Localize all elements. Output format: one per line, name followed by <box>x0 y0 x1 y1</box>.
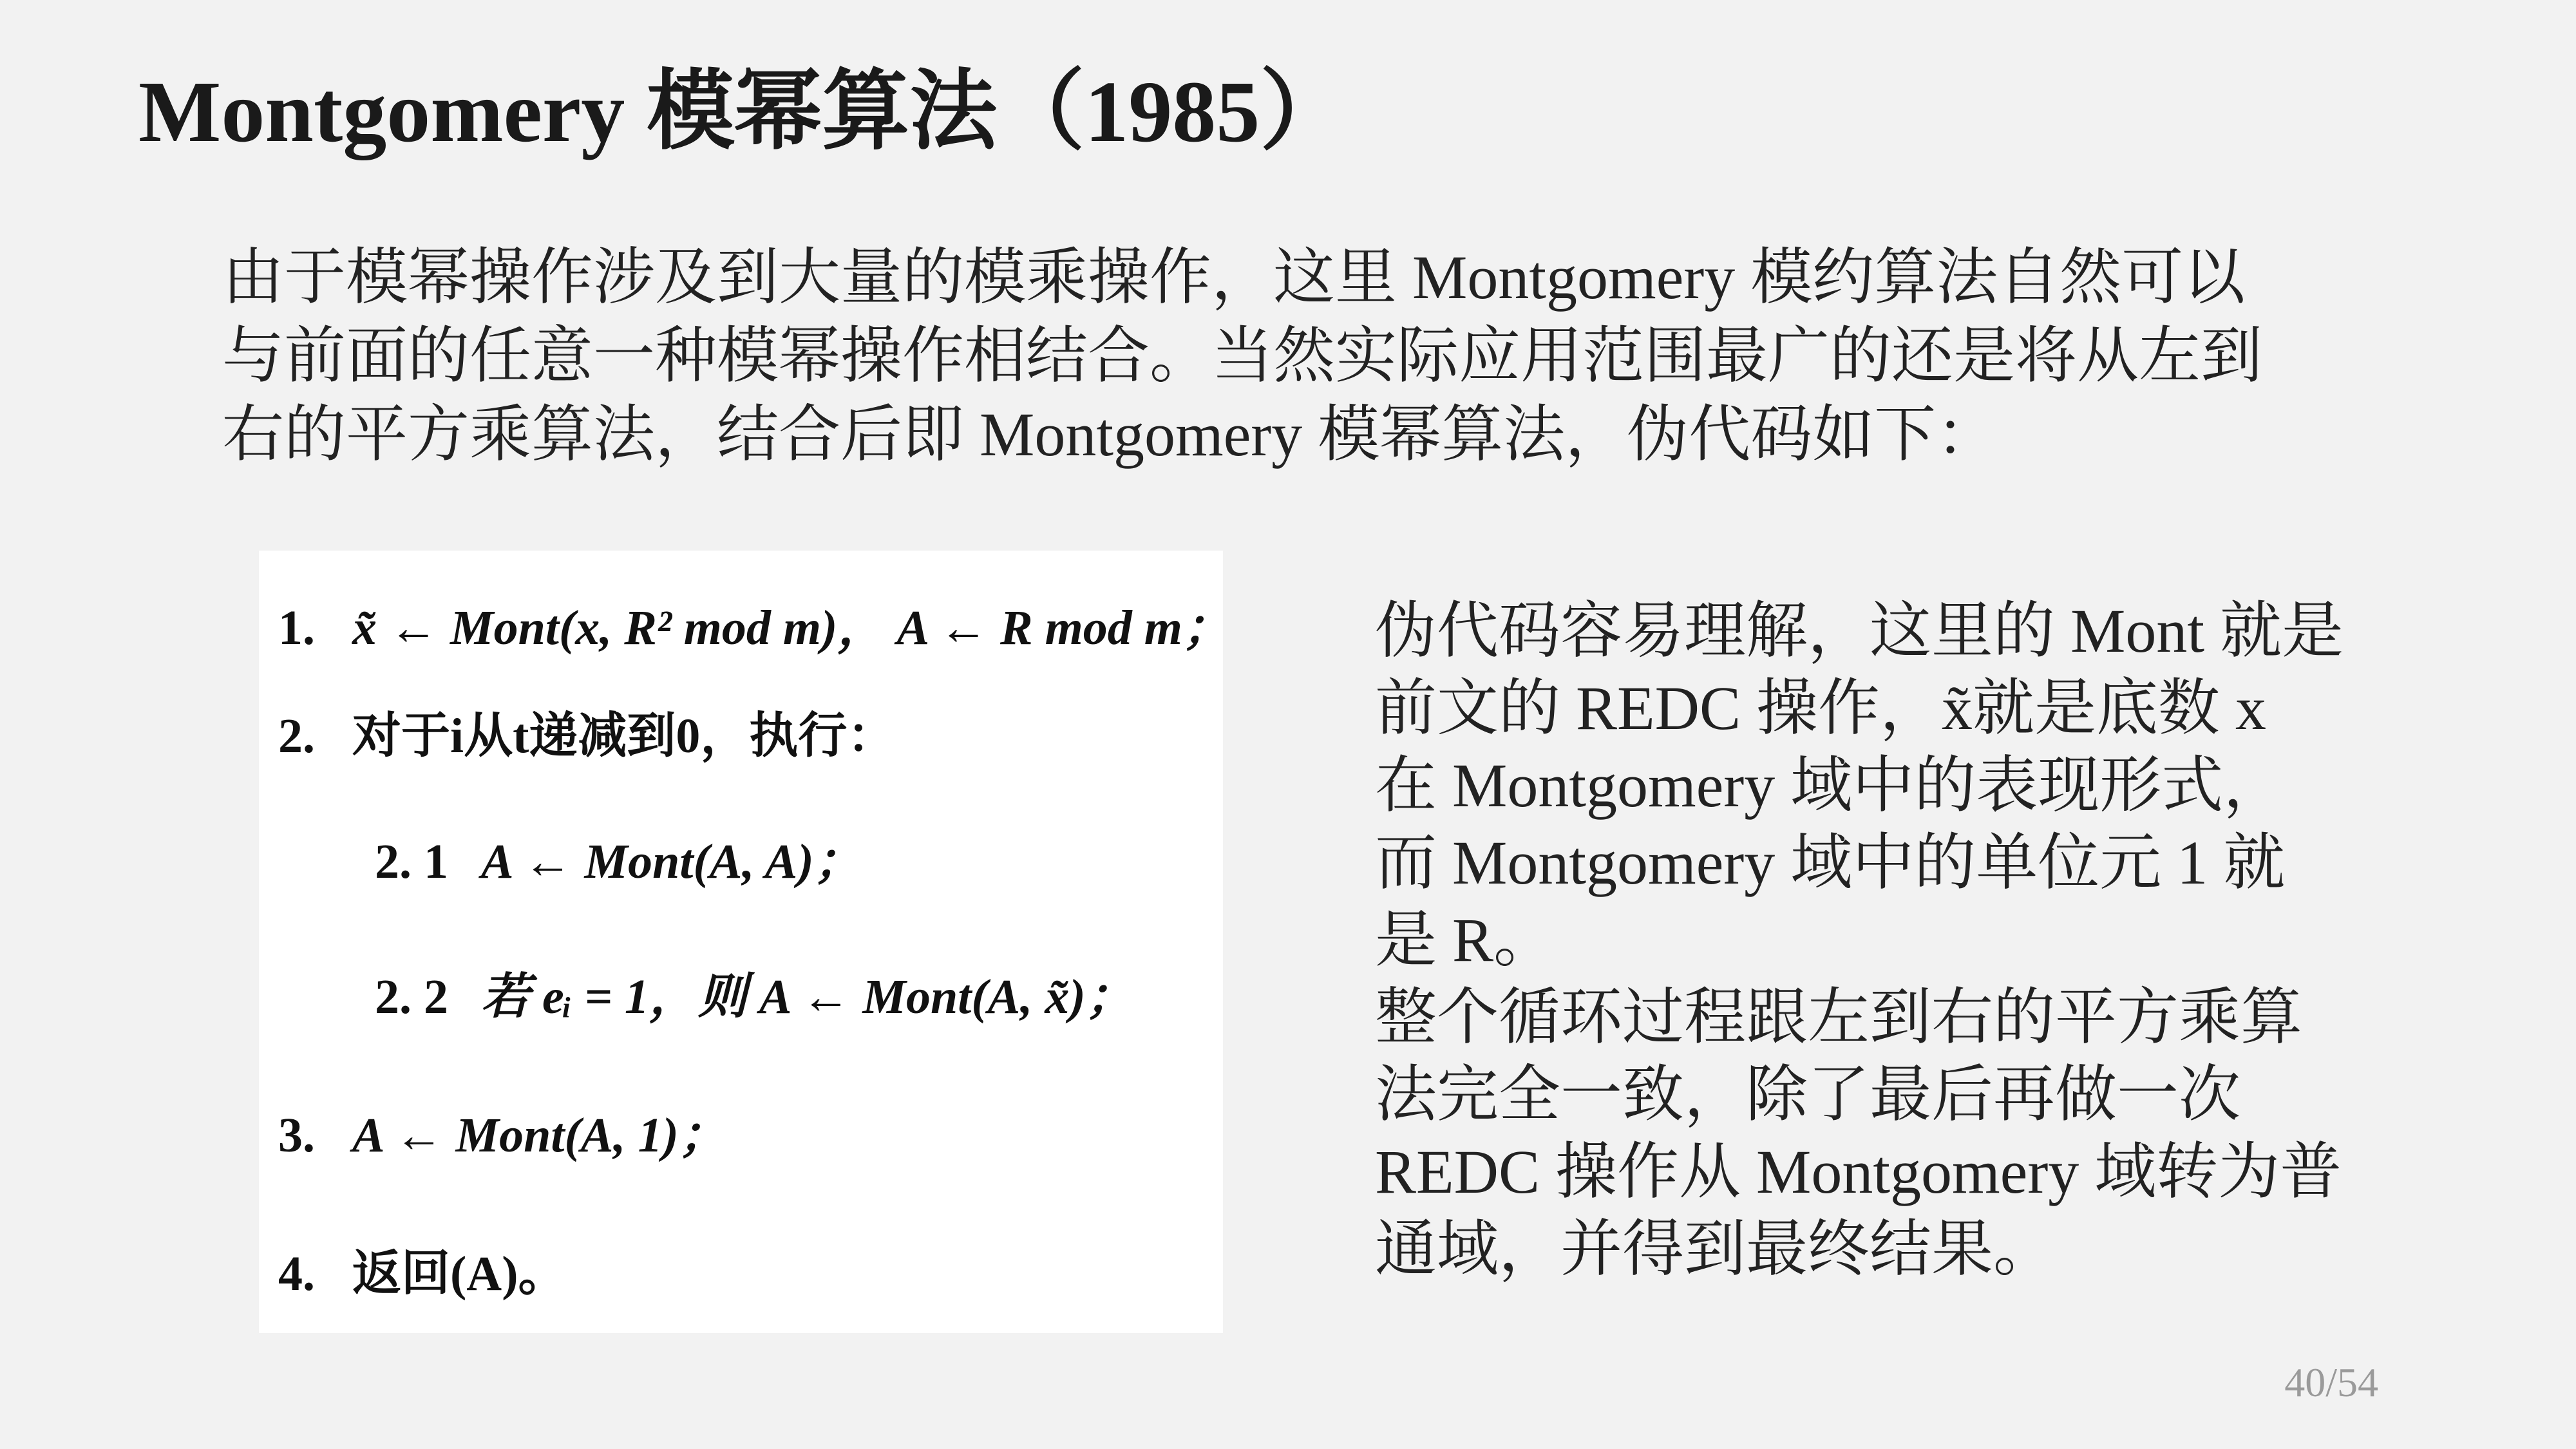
step-number: 4. <box>278 1247 315 1301</box>
intro-line: 与前面的任意一种模幂操作相结合。当然实际应用范围最广的还是将从左到 <box>222 321 2262 390</box>
slide-title: Montgomery 模幂算法（1985） <box>138 64 1348 160</box>
intro-line: 由于模幂操作涉及到大量的模乘操作，这里 Montgomery 模约算法自然可以 <box>222 243 2246 312</box>
explanation-line: 通域，并得到最终结果。 <box>1375 1215 2055 1283</box>
step-number: 3. <box>278 1108 315 1162</box>
step-number: 2. <box>278 709 315 763</box>
step-number: 2. 2 <box>375 970 448 1024</box>
step-number: 1. <box>278 601 315 655</box>
step-text: 对于i从t递减到0，执行： <box>352 709 896 763</box>
pseudocode-line-4 <box>278 1247 567 1301</box>
pseudocode-line-2 <box>278 709 896 763</box>
explanation-line: REDC 操作从 Montgomery 域转为普 <box>1375 1137 2342 1206</box>
explanation-line: 整个循环过程跟左到右的平方乘算 <box>1375 983 2302 1052</box>
explanation-line: 是 R。 <box>1375 905 1556 974</box>
pseudocode-line-3 <box>278 1108 728 1162</box>
step-text: A ← Mont(A, A)； <box>481 835 863 889</box>
pseudocode-line-1 <box>278 601 1231 655</box>
explanation-line: 而 Montgomery 域中的单位元 1 就 <box>1375 828 2286 897</box>
step-text: A ← Mont(A, 1)； <box>352 1108 728 1162</box>
step-text: 返回(A)。 <box>352 1247 567 1301</box>
pseudocode-image <box>259 551 1231 1333</box>
page-number: 40/54 <box>2284 1359 2378 1405</box>
pseudocode-line-2-1 <box>375 835 863 889</box>
explanation-line: 法完全一致，除了最后再做一次 <box>1375 1060 2240 1129</box>
explanation-paragraph <box>1375 592 2418 1288</box>
intro-line: 右的平方乘算法，结合后即 Montgomery 模幂算法，伪代码如下： <box>222 400 1998 469</box>
explanation-line: 前文的 REDC 操作，x̃就是底数 x <box>1375 674 2267 743</box>
explanation-line: 伪代码容易理解，这里的 Mont 就是 <box>1375 596 2344 665</box>
intro-paragraph <box>222 238 2399 474</box>
explanation-line: 在 Montgomery 域中的表现形式， <box>1375 751 2286 820</box>
step-number: 2. 1 <box>375 835 448 889</box>
step-text: 若 eᵢ = 1，则 A ← Mont(A, x̃)； <box>481 970 1135 1024</box>
pseudocode-line-2-2 <box>375 970 1135 1024</box>
step-text: x̃ ← Mont(x, R² mod m)， A ← R mod m； <box>352 601 1231 655</box>
